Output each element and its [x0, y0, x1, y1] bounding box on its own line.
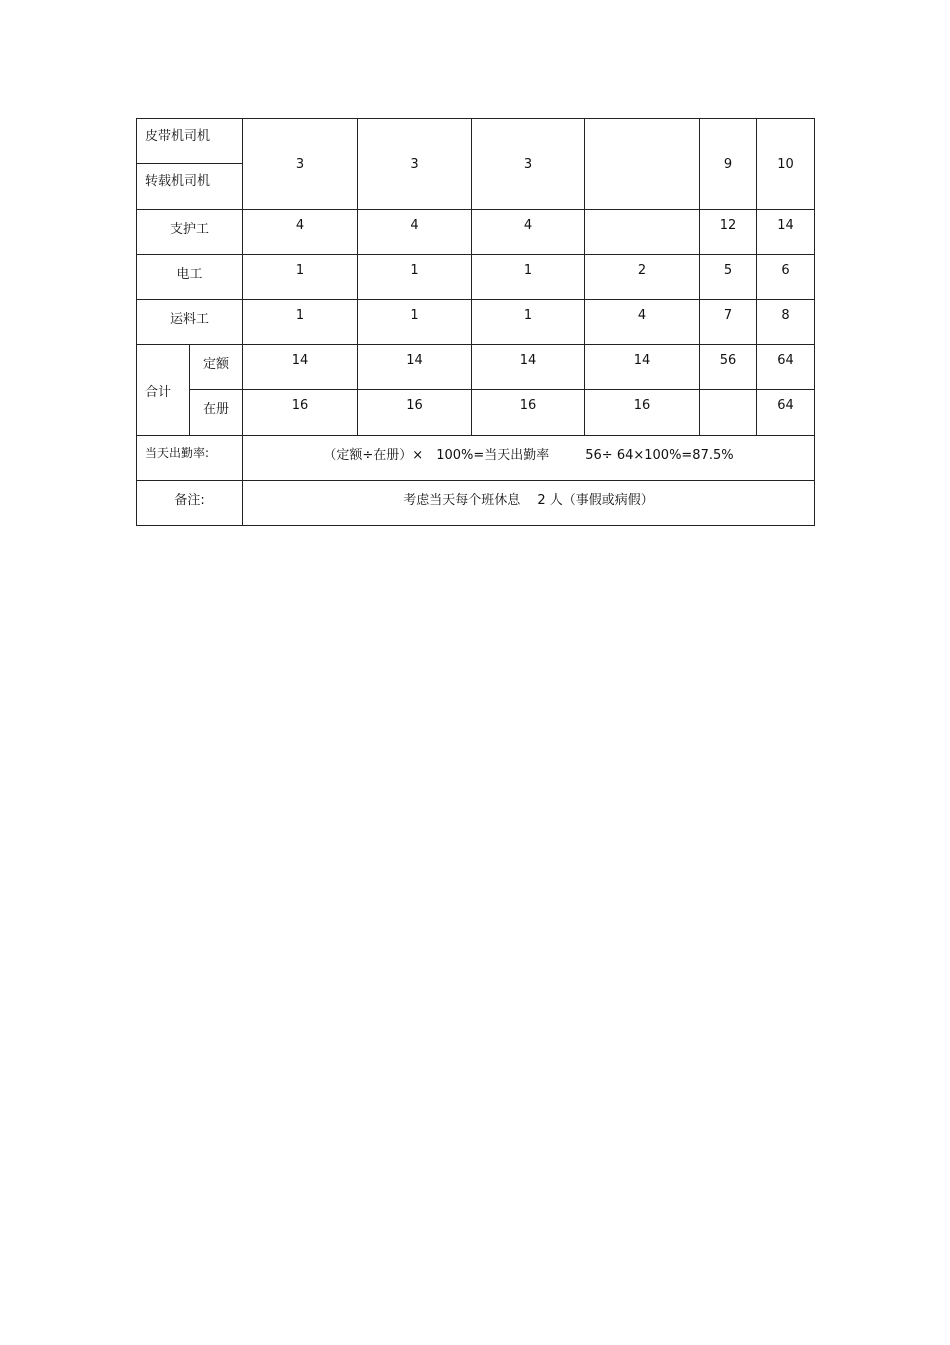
table-cell: 16 [472, 390, 585, 436]
table-cell: 3 [472, 119, 585, 210]
staffing-table [136, 118, 815, 526]
table-cell: 3 [358, 119, 472, 210]
attendance-row [137, 436, 815, 481]
role-label: 转载机司机 [145, 174, 211, 189]
table-cell [585, 119, 700, 210]
table-cell: 14 [472, 345, 585, 390]
table-cell [585, 210, 700, 255]
table-cell: 12 [700, 210, 757, 255]
role-label: 皮带机司机 [137, 119, 242, 164]
remark-label: 备注: [137, 481, 243, 526]
table-row [137, 119, 815, 210]
role-label: 电工 [137, 255, 243, 300]
remark-text: 考虑当天每个班休息 2 人（事假或病假） [243, 481, 815, 526]
registered-label: 在册 [190, 390, 243, 436]
table-cell: 64 [757, 390, 815, 436]
remark-row [137, 481, 815, 526]
role-label: 支护工 [137, 210, 243, 255]
table-cell: 16 [585, 390, 700, 436]
table-cell: 4 [585, 300, 700, 345]
table-cell: 14 [243, 345, 358, 390]
table-cell: 1 [358, 255, 472, 300]
table-row-registered [137, 390, 815, 436]
table-cell: 4 [243, 210, 358, 255]
table-cell [700, 390, 757, 436]
table-cell: 1 [472, 300, 585, 345]
table-cell: 16 [358, 390, 472, 436]
table-cell: 56 [700, 345, 757, 390]
table-cell: 1 [472, 255, 585, 300]
table-cell: 1 [358, 300, 472, 345]
attendance-formula-cell [243, 436, 815, 481]
attendance-calc: 56÷ 64×100%=87.5% [585, 448, 734, 463]
table-cell: 1 [243, 300, 358, 345]
table-cell: 14 [358, 345, 472, 390]
table-row [137, 300, 815, 345]
table-cell: 2 [585, 255, 700, 300]
total-label: 合计 [137, 345, 190, 436]
quota-label: 定额 [190, 345, 243, 390]
attendance-label: 当天出勤率: [137, 436, 243, 481]
table-cell: 9 [700, 119, 757, 210]
role-label: 运料工 [137, 300, 243, 345]
role-cell-combined [137, 119, 243, 210]
table-cell: 5 [700, 255, 757, 300]
table-cell: 4 [472, 210, 585, 255]
table-cell: 10 [757, 119, 815, 210]
table-cell: 64 [757, 345, 815, 390]
table-row [137, 255, 815, 300]
table-row [137, 210, 815, 255]
table-cell: 8 [757, 300, 815, 345]
table-cell: 16 [243, 390, 358, 436]
attendance-formula: （定额÷在册）× 100%=当天出勤率 [323, 448, 550, 463]
table-row-quota [137, 345, 815, 390]
table-cell: 6 [757, 255, 815, 300]
table-cell: 7 [700, 300, 757, 345]
table-cell: 3 [243, 119, 358, 210]
table-cell: 14 [757, 210, 815, 255]
table-cell: 1 [243, 255, 358, 300]
table-cell: 4 [358, 210, 472, 255]
table-cell: 14 [585, 345, 700, 390]
